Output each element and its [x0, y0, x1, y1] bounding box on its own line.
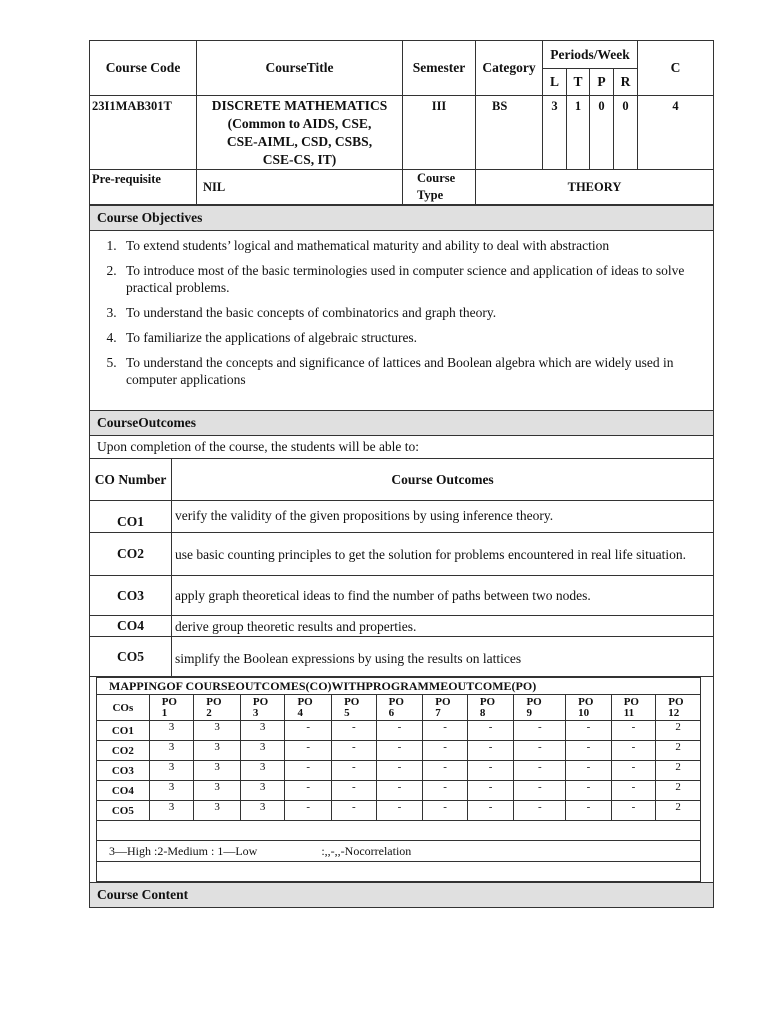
mapping-value: -: [285, 741, 332, 761]
course-code-header: Course Code: [90, 41, 197, 96]
mapping-value: -: [566, 741, 612, 761]
mapping-value: -: [611, 721, 656, 741]
mapping-value: -: [332, 721, 377, 741]
mapping-value: 3: [149, 721, 194, 741]
semester-header: Semester: [403, 41, 476, 96]
mapping-value: -: [376, 801, 423, 821]
outcomes-title: CourseOutcomes: [90, 411, 714, 436]
prerequisite-label: Pre-requisite: [90, 170, 197, 205]
mapping-row: [97, 761, 701, 781]
credits-header: C: [638, 41, 714, 96]
course-type-label: Course Type: [403, 170, 476, 205]
period-t-value: 1: [567, 96, 590, 170]
co-description: use basic counting principles to get the solution for problems encountered in real life situation.: [172, 533, 714, 576]
mapping-value: -: [423, 801, 468, 821]
mapping-value: 3: [240, 741, 285, 761]
mapping-value: -: [611, 761, 656, 781]
mapping-row: [97, 721, 701, 741]
period-p-value: 0: [590, 96, 614, 170]
course-type-value: THEORY: [476, 170, 714, 205]
co-description: verify the validity of the given propositions by using inference theory.: [172, 501, 714, 533]
mapping-value: -: [285, 721, 332, 741]
po-header: PO 7: [423, 695, 468, 721]
mapping-value: -: [566, 761, 612, 781]
objective-item: 5. To understand the concepts and significance of lattices and Boolean algebra which are widely used in computer applications: [120, 354, 707, 388]
mapping-value: -: [332, 781, 377, 801]
prerequisite-value: NIL: [197, 170, 403, 205]
mapping-value: 3: [149, 741, 194, 761]
mapping-value: 2: [656, 801, 701, 821]
mapping-value: 3: [240, 781, 285, 801]
mapping-value: -: [514, 781, 566, 801]
mapping-value: -: [514, 721, 566, 741]
mapping-value: -: [285, 781, 332, 801]
period-r-header: R: [614, 69, 638, 96]
co-description: derive group theoretic results and properties.: [172, 616, 714, 637]
po-header: PO 3: [240, 695, 285, 721]
mapping-value: -: [467, 741, 514, 761]
co-code: CO3: [90, 576, 172, 616]
co-code: CO4: [90, 616, 172, 637]
period-p-header: P: [590, 69, 614, 96]
mapping-value: 3: [149, 801, 194, 821]
mapping-value: -: [514, 761, 566, 781]
mapping-row: [97, 781, 701, 801]
objectives-title: Course Objectives: [90, 206, 714, 231]
mapping-value: -: [611, 741, 656, 761]
mapping-value: 3: [240, 721, 285, 741]
objectives-list: [90, 231, 714, 411]
mapping-value: 3: [194, 741, 241, 761]
mapping-value: -: [423, 761, 468, 781]
mapping-value: -: [423, 741, 468, 761]
course-body-table: [89, 205, 714, 908]
mapping-value: -: [611, 801, 656, 821]
po-header: PO 8: [467, 695, 514, 721]
objective-item: 1. To extend students’ logical and mathematical maturity and ability to deal with abstraction: [120, 237, 707, 254]
period-t-header: T: [567, 69, 590, 96]
period-r-value: 0: [614, 96, 638, 170]
mapping-value: 2: [656, 741, 701, 761]
mapping-value: 3: [240, 761, 285, 781]
mapping-value: 3: [194, 761, 241, 781]
mapping-co-label: CO1: [97, 721, 150, 741]
credits-value: 4: [638, 96, 714, 170]
course-outcomes-header: Course Outcomes: [172, 459, 714, 501]
po-header: PO 11: [611, 695, 656, 721]
course-code-value: 23I1MAB301T: [90, 96, 197, 170]
mapping-value: 3: [240, 801, 285, 821]
mapping-value: -: [467, 801, 514, 821]
mapping-value: 3: [149, 781, 194, 801]
category-value: BS: [476, 96, 543, 170]
mapping-footer-row: [97, 862, 701, 882]
mapping-co-label: CO2: [97, 741, 150, 761]
mapping-value: 3: [149, 761, 194, 781]
periods-header: Periods/Week: [543, 41, 638, 69]
mapping-value: -: [467, 721, 514, 741]
mapping-value: 2: [656, 761, 701, 781]
semester-value: III: [403, 96, 476, 170]
mapping-value: 3: [194, 721, 241, 741]
mapping-value: -: [566, 721, 612, 741]
po-mapping-table: [96, 677, 701, 882]
co-code: CO2: [90, 533, 172, 576]
co-description: apply graph theoretical ideas to find the number of paths between two nodes.: [172, 576, 714, 616]
syllabus-page: [89, 40, 713, 908]
po-header: PO 2: [194, 695, 241, 721]
mapping-co-label: CO4: [97, 781, 150, 801]
course-title-value: DISCRETE MATHEMATICS (Common to AIDS, CSE, CSE-AIML, CSD, CSBS, CSE-CS, IT): [197, 96, 403, 170]
mapping-value: 2: [656, 721, 701, 741]
mapping-value: -: [332, 741, 377, 761]
mapping-title: MAPPINGOF COURSEOUTCOMES(CO)WITHPROGRAMMEOUTCOME(PO): [97, 678, 701, 695]
mapping-value: -: [514, 801, 566, 821]
mapping-value: -: [467, 761, 514, 781]
mapping-value: -: [376, 761, 423, 781]
mapping-value: -: [376, 741, 423, 761]
mapping-value: -: [566, 801, 612, 821]
po-header: PO 6: [376, 695, 423, 721]
cos-header: COs: [97, 695, 150, 721]
mapping-value: 3: [194, 801, 241, 821]
mapping-value: -: [611, 781, 656, 801]
objective-item: 2. To introduce most of the basic terminologies used in computer science and application of ideas to solve practical problems.: [120, 262, 707, 296]
po-header: PO 1: [149, 695, 194, 721]
mapping-value: 2: [656, 781, 701, 801]
objective-item: 4. To familiarize the applications of algebraic structures.: [120, 329, 707, 346]
category-header: Category: [476, 41, 543, 96]
mapping-value: -: [285, 801, 332, 821]
po-header: PO 4: [285, 695, 332, 721]
period-l-value: 3: [543, 96, 567, 170]
co-code: CO1: [90, 501, 172, 533]
course-title-header: CourseTitle: [197, 41, 403, 96]
po-header: PO 5: [332, 695, 377, 721]
mapping-value: -: [332, 761, 377, 781]
mapping-value: -: [467, 781, 514, 801]
po-header: PO 9: [514, 695, 566, 721]
mapping-value: -: [566, 781, 612, 801]
period-l-header: L: [543, 69, 567, 96]
po-mapping-section: [90, 677, 714, 883]
mapping-value: -: [376, 781, 423, 801]
co-number-header: CO Number: [90, 459, 172, 501]
course-header-table: [89, 40, 714, 205]
mapping-co-label: CO3: [97, 761, 150, 781]
mapping-co-label: CO5: [97, 801, 150, 821]
mapping-value: -: [285, 761, 332, 781]
course-content-title: Course Content: [90, 883, 714, 908]
outcomes-intro: Upon completion of the course, the students will be able to:: [90, 436, 714, 459]
mapping-value: -: [332, 801, 377, 821]
mapping-value: -: [514, 741, 566, 761]
po-header: PO 12: [656, 695, 701, 721]
co-code: CO5: [90, 637, 172, 677]
mapping-blank-row: [97, 821, 701, 841]
po-header: PO 10: [566, 695, 612, 721]
mapping-value: -: [423, 781, 468, 801]
objective-item: 3. To understand the basic concepts of combinatorics and graph theory.: [120, 304, 707, 321]
mapping-row: [97, 741, 701, 761]
mapping-value: -: [423, 721, 468, 741]
mapping-row: [97, 801, 701, 821]
mapping-legend: 3—High :2-Medium : 1—Low :,,-,,-Nocorrelation: [97, 841, 701, 862]
mapping-value: -: [376, 721, 423, 741]
mapping-value: 3: [194, 781, 241, 801]
co-description: simplify the Boolean expressions by using the results on lattices: [172, 637, 714, 677]
